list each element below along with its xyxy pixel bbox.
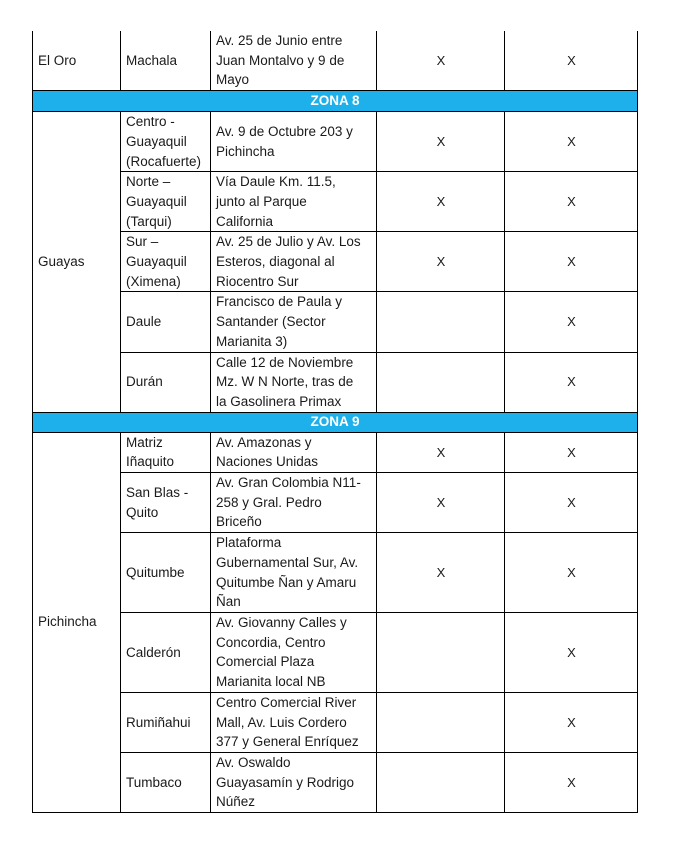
office-cell: Quitumbe: [121, 533, 211, 613]
table-row: [33, 232, 638, 292]
office-cell: Durán: [121, 352, 211, 412]
table-row: [33, 752, 638, 812]
table-row: [33, 352, 638, 412]
mark-cell: X: [505, 752, 638, 812]
zone-header-row: [33, 91, 638, 112]
mark-cell: X: [505, 692, 638, 752]
office-cell: Centro - Guayaquil (Rocafuerte): [121, 112, 211, 172]
province-cell: Pichincha: [33, 432, 121, 812]
mark-cell: X: [505, 533, 638, 613]
province-cell: El Oro: [33, 31, 121, 91]
mark-cell: X: [505, 473, 638, 533]
mark-cell: X: [377, 232, 505, 292]
table-row: [33, 533, 638, 613]
mark-cell: X: [505, 112, 638, 172]
table-row: [33, 473, 638, 533]
mark-cell: [377, 692, 505, 752]
address-cell: Vía Daule Km. 11.5, junto al Parque California: [211, 172, 377, 232]
mark-cell: X: [377, 432, 505, 472]
address-cell: Av. 25 de Julio y Av. Los Esteros, diagonal al Riocentro Sur: [211, 232, 377, 292]
mark-cell: X: [377, 31, 505, 91]
mark-cell: [377, 352, 505, 412]
mark-cell: X: [377, 172, 505, 232]
table-row: [33, 172, 638, 232]
address-cell: Av. Gran Colombia N11- 258 y Gral. Pedro Briceño: [211, 473, 377, 533]
zone-label: ZONA 9: [33, 412, 638, 432]
office-cell: Tumbaco: [121, 752, 211, 812]
mark-cell: X: [505, 292, 638, 352]
table-row: [33, 612, 638, 692]
mark-cell: [377, 752, 505, 812]
mark-cell: X: [505, 31, 638, 91]
mark-cell: X: [505, 612, 638, 692]
table-row: [33, 432, 638, 472]
mark-cell: X: [505, 352, 638, 412]
address-cell: Av. Giovanny Calles y Concordia, Centro Comercial Plaza Marianita local NB: [211, 612, 377, 692]
table-row: [33, 31, 638, 91]
address-cell: Centro Comercial River Mall, Av. Luis Cordero 377 y General Enríquez: [211, 692, 377, 752]
mark-cell: X: [505, 432, 638, 472]
province-cell: Guayas: [33, 112, 121, 413]
zone-label: ZONA 8: [33, 91, 638, 112]
address-cell: Francisco de Paula y Santander (Sector Marianita 3): [211, 292, 377, 352]
office-cell: Rumiñahui: [121, 692, 211, 752]
address-cell: Av. Oswaldo Guayasamín y Rodrigo Núñez: [211, 752, 377, 812]
office-cell: Calderón: [121, 612, 211, 692]
table-row: [33, 292, 638, 352]
mark-cell: [377, 612, 505, 692]
mark-cell: X: [377, 473, 505, 533]
address-cell: Av. 25 de Junio entre Juan Montalvo y 9 de Mayo: [211, 31, 377, 91]
office-cell: Matriz Iñaquito: [121, 432, 211, 472]
office-cell: Norte – Guayaquil (Tarqui): [121, 172, 211, 232]
zone-header-row: [33, 412, 638, 432]
address-cell: Calle 12 de Noviembre Mz. W N Norte, tras de la Gasolinera Primax: [211, 352, 377, 412]
mark-cell: [377, 292, 505, 352]
mark-cell: X: [377, 533, 505, 613]
mark-cell: X: [505, 232, 638, 292]
mark-cell: X: [505, 172, 638, 232]
office-cell: San Blas - Quito: [121, 473, 211, 533]
address-cell: Av. Amazonas y Naciones Unidas: [211, 432, 377, 472]
table-row: [33, 692, 638, 752]
table-row: [33, 112, 638, 172]
office-cell: Sur – Guayaquil (Ximena): [121, 232, 211, 292]
offices-table: [32, 31, 638, 813]
address-cell: Plataforma Gubernamental Sur, Av. Quitumbe Ñan y Amaru Ñan: [211, 533, 377, 613]
office-cell: Daule: [121, 292, 211, 352]
mark-cell: X: [377, 112, 505, 172]
address-cell: Av. 9 de Octubre 203 y Pichincha: [211, 112, 377, 172]
office-cell: Machala: [121, 31, 211, 91]
